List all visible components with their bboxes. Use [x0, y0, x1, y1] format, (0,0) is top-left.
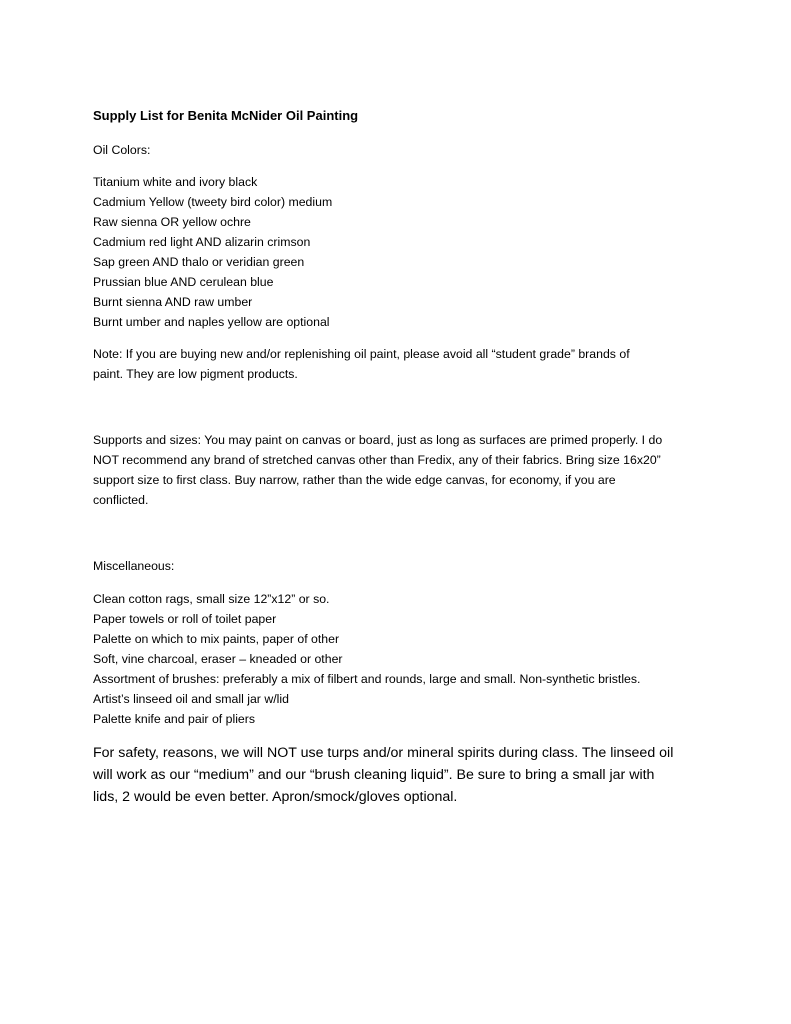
list-item: Burnt sienna AND raw umber	[93, 295, 253, 309]
oil-colors-list	[93, 172, 703, 332]
oil-paint-note	[93, 344, 703, 384]
section-heading: Miscellaneous:	[93, 559, 175, 573]
paragraph-line: NOT recommend any brand of stretched canvas other than Fredix, any of their fabrics. Bring size 16x20”	[93, 453, 661, 467]
list-item: Soft, vine charcoal, eraser – kneaded or other	[93, 652, 343, 666]
section-heading: Oil Colors:	[93, 143, 151, 157]
list-item: Raw sienna OR yellow ochre	[93, 215, 251, 229]
paragraph-line: lids, 2 would be even better. Apron/smock/gloves optional.	[93, 789, 458, 805]
note-line: Note: If you are buying new and/or replenishing oil paint, please avoid all “student grade” brands of	[93, 347, 630, 361]
list-item: Assortment of brushes: preferably a mix of filbert and rounds, large and small. Non-synthetic bristles.	[93, 672, 641, 686]
document-title: Supply List for Benita McNider Oil Painting	[93, 108, 359, 123]
list-item: Burnt umber and naples yellow are optional	[93, 315, 330, 329]
paragraph-line: will work as our “medium” and our “brush cleaning liquid”. Be sure to bring a small jar with	[93, 767, 655, 783]
list-item: Prussian blue AND cerulean blue	[93, 275, 274, 289]
list-item: Cadmium Yellow (tweety bird color) medium	[93, 195, 333, 209]
supports-paragraph	[93, 430, 703, 510]
list-item: Palette on which to mix paints, paper of other	[93, 632, 340, 646]
list-item: Palette knife and pair of pliers	[93, 712, 256, 726]
paragraph-line: Supports and sizes: You may paint on canvas or board, just as long as surfaces are primed properly. I do	[93, 433, 663, 447]
list-item: Clean cotton rags, small size 12”x12” or so.	[93, 592, 330, 606]
miscellaneous-list	[93, 589, 703, 729]
paragraph-line: For safety, reasons, we will NOT use turps and/or mineral spirits during class. The linseed oil	[93, 745, 674, 761]
list-item: Titanium white and ivory black	[93, 175, 258, 189]
paragraph-line: conflicted.	[93, 493, 149, 507]
safety-paragraph	[93, 742, 703, 808]
miscellaneous-heading	[93, 556, 703, 576]
list-item: Cadmium red light AND alizarin crimson	[93, 235, 311, 249]
list-item: Artist’s linseed oil and small jar w/lid	[93, 692, 289, 706]
oil-colors-heading	[93, 140, 703, 160]
note-line: paint. They are low pigment products.	[93, 367, 298, 381]
paragraph-line: support size to first class. Buy narrow, rather than the wide edge canvas, for economy, if you are	[93, 473, 616, 487]
list-item: Paper towels or roll of toilet paper	[93, 612, 277, 626]
list-item: Sap green AND thalo or veridian green	[93, 255, 305, 269]
